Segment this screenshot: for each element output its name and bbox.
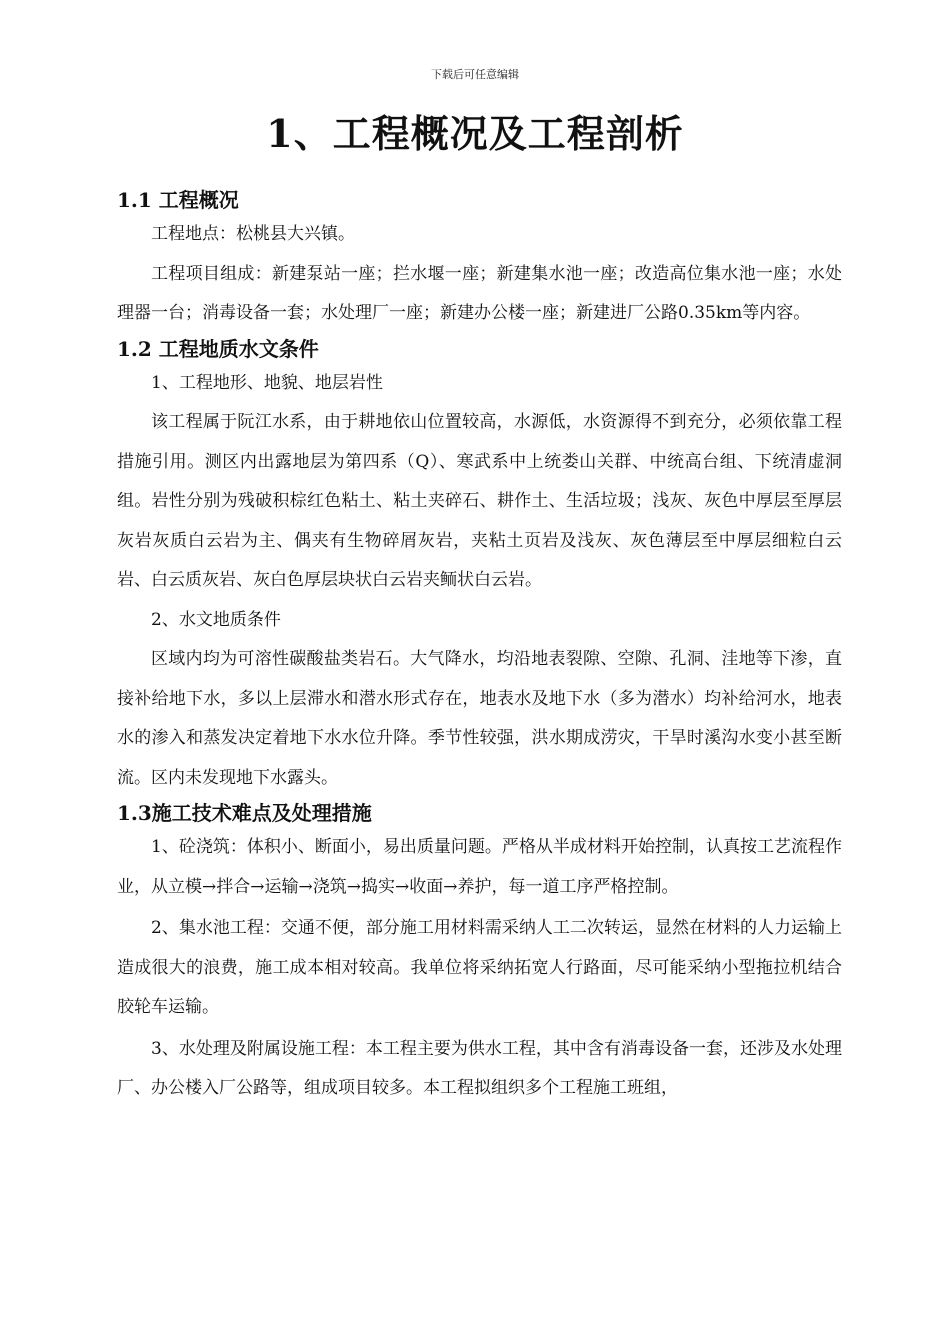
paragraph-geology: 该工程属于阮江水系，由于耕地依山位置较高，水源低，水资源得不到充分，必须依靠工程措施引用。测区内出露地层为第四系（Q）、寒武系中上统娄山关群、中统高台组、下统清虚洞组。岩性分别为残破积棕红色粘土、粘土夹碎石、耕作土、生活垃圾；浅灰、灰色中厚层至厚层灰岩灰质白云岩为主、偶夹有生物碎屑灰岩，夹粘土页岩及浅灰、灰色薄层至中厚层细粒白云岩、白云质灰岩、灰白色厚层块状白云岩夹鲕状白云岩。 [117,412,842,590]
subheading-hydrology: 2、水文地质条件 [151,609,281,630]
document-title: 1、工程概况及工程剖析 [266,111,684,156]
document-body [117,185,842,1109]
paragraph-project-composition: 工程项目组成：新建泵站一座；拦水堰一座；新建集水池一座；改造高位集水池一座；水处理器一台；消毒设备一套；水处理厂一座；新建办公楼一座；新建进厂公路0.35km等内容。 [117,263,842,323]
paragraph-concrete: 1、砼浇筑：体积小、断面小，易出质量问题。严格从半成材料开始控制，认真按工艺流程作业，从立模→拌合→运输→浇筑→捣实→收面→养护，每一道工序严格控制。 [117,837,842,897]
paragraph-water-treatment: 3、水处理及附属设施工程：本工程主要为供水工程，其中含有消毒设备一套，还涉及水处理厂、办公楼入厂公路等，组成项目较多。本工程拟组织多个工程施工班组， [117,1038,842,1098]
paragraph-hydrology: 区域内均为可溶性碳酸盐类岩石。大气降水，均沿地表裂隙、空隙、孔洞、洼地等下渗，直接补给地下水，多以上层滞水和潜水形式存在，地表水及地下水（多为潜水）均补给河水，地表水的渗入和蒸发决定着地下水水位升降。季节性较强，洪水期成涝灾，干旱时溪沟水变小甚至断流。区内未发现地下水露头。 [117,649,842,788]
paragraph-location: 工程地点：松桃县大兴镇。 [151,224,355,244]
section-heading-1-3: 1.3施工技术难点及处理措施 [117,801,372,825]
paragraph-collection-pool: 2、集水池工程：交通不便，部分施工用材料需采纳人工二次转运，显然在材料的人力运输上造成很大的浪费，施工成本相对较高。我单位将采纳拓宽人行路面，尽可能采纳小型拖拉机结合胶轮车运输。 [117,918,842,1017]
section-heading-1-2: 1.2 工程地质水文条件 [117,336,319,361]
section-heading-1-1: 1.1 工程概况 [117,188,239,212]
header-note: 下载后可任意编辑 [431,68,519,81]
subheading-terrain: 1、工程地形、地貌、地层岩性 [151,372,383,393]
